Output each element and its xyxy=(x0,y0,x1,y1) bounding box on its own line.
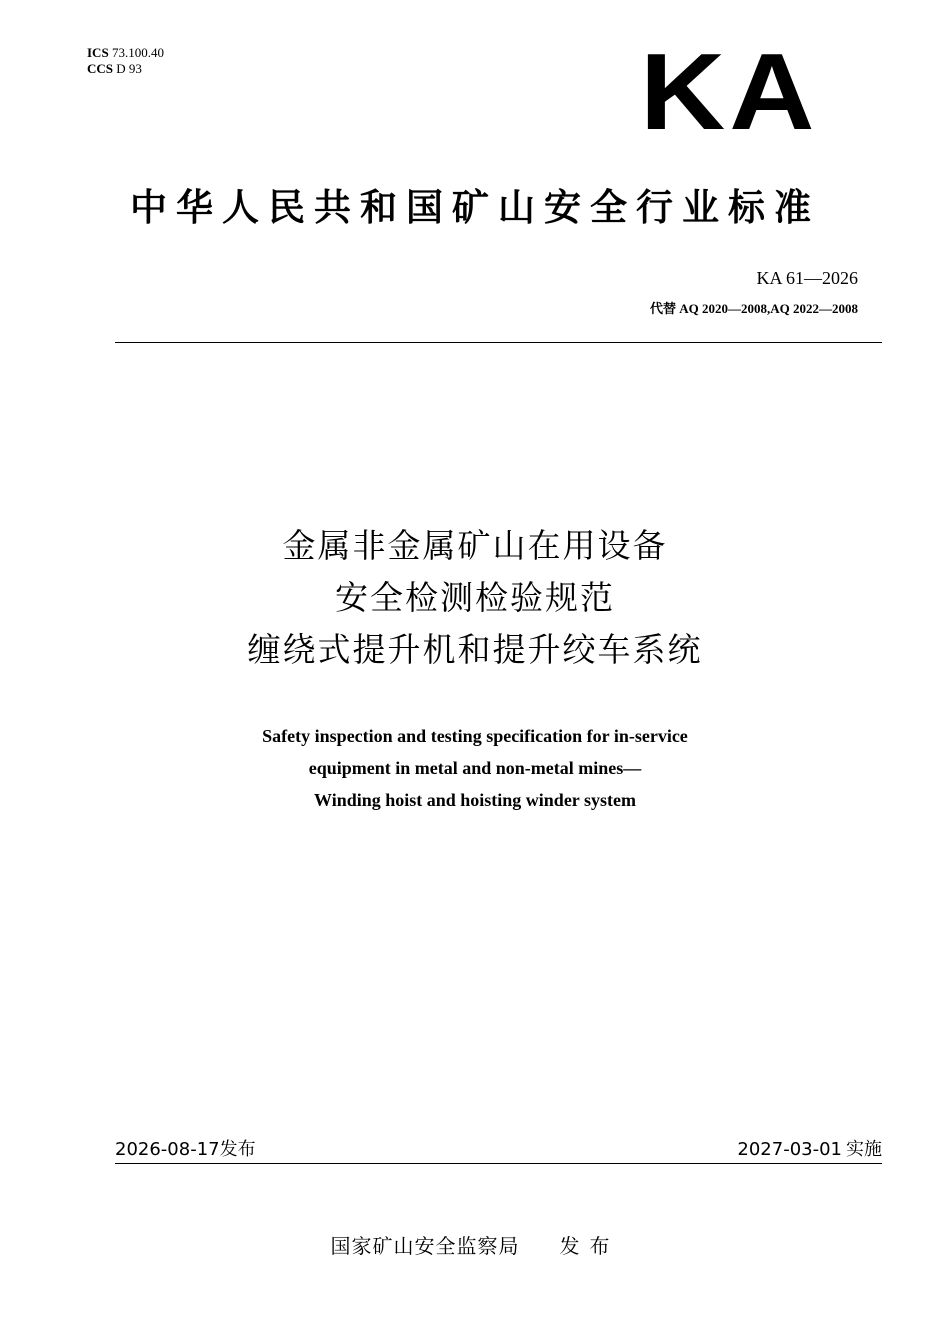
english-title-line-2: equipment in metal and non-metal mines— xyxy=(308,758,642,778)
english-title-line-3: Winding hoist and hoisting winder system xyxy=(314,790,636,810)
ka-logo: KA xyxy=(640,31,819,154)
issue-date xyxy=(115,1135,256,1161)
chinese-title-line-3: 缠绕式提升机和提升绞车系统 xyxy=(247,630,703,669)
chinese-title-line-2: 安全检测检验规范 xyxy=(335,578,615,617)
ics-value: 73.100.40 xyxy=(111,45,164,60)
publisher-verb: 发布 xyxy=(559,1234,620,1258)
implementation-date xyxy=(737,1135,882,1161)
english-title xyxy=(0,720,950,816)
ics-code xyxy=(87,45,164,61)
ccs-code xyxy=(87,61,164,77)
chinese-title xyxy=(0,520,950,676)
header-divider xyxy=(115,342,882,343)
issue-date-value: 2026-08-17 xyxy=(115,1139,220,1160)
classification-codes xyxy=(87,45,164,77)
ics-label: ICS xyxy=(87,45,109,60)
footer-divider xyxy=(115,1163,882,1164)
replaces-note: 代替 AQ 2020—2008,AQ 2022—2008 xyxy=(649,301,858,316)
standard-number: KA 61—2026 xyxy=(756,268,858,288)
english-title-line-1: Safety inspection and testing specification for in-service xyxy=(262,726,688,746)
ccs-value: D 93 xyxy=(116,61,142,76)
publisher-name: 国家矿山安全监察局 xyxy=(330,1234,520,1258)
issue-label: 发布 xyxy=(219,1139,256,1160)
chinese-title-line-1: 金属非金属矿山在用设备 xyxy=(282,526,668,565)
implementation-date-value: 2027-03-01 xyxy=(737,1139,842,1160)
standard-type-heading: 中华人民共和国矿山安全行业标准 xyxy=(130,186,820,229)
implementation-label: 实施 xyxy=(846,1139,882,1160)
publisher xyxy=(0,1230,950,1259)
ccs-label: CCS xyxy=(87,61,114,76)
